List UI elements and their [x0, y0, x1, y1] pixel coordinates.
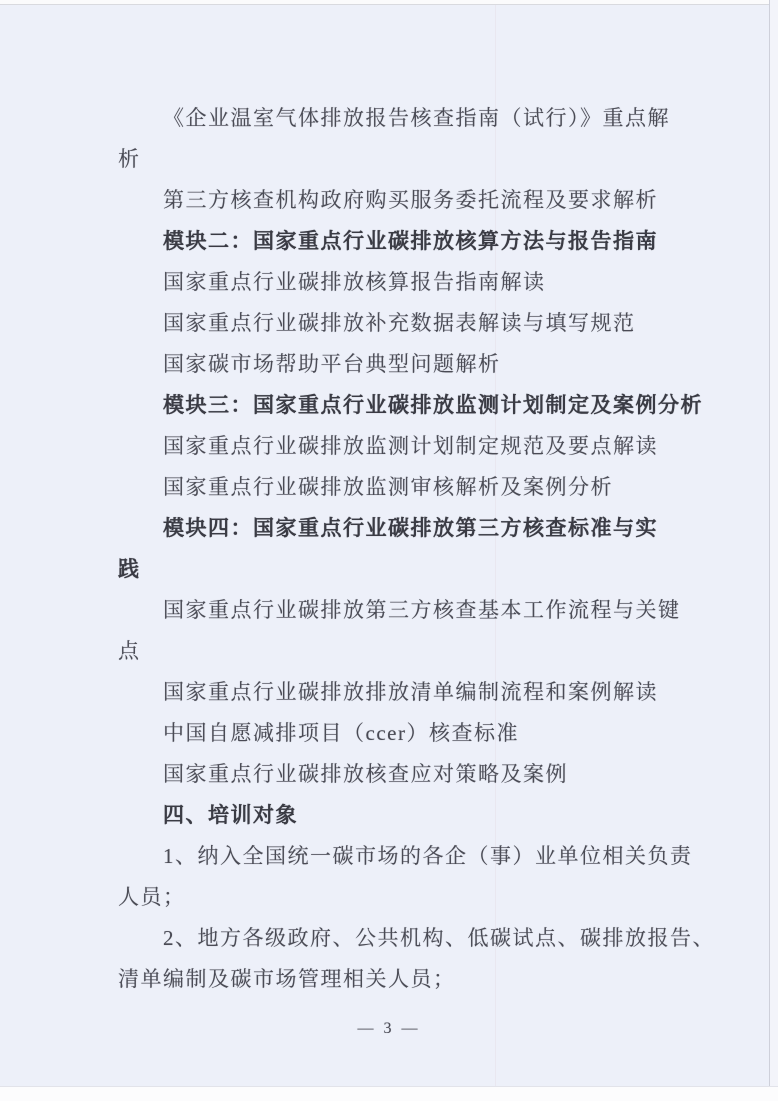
text-line: 国家重点行业碳排放核查应对策略及案例: [163, 762, 568, 786]
heading-line: 模块四：国家重点行业碳排放第三方核查标准与实: [163, 516, 658, 540]
text-line: 析: [118, 147, 141, 171]
text-line: 国家重点行业碳排放核算报告指南解读: [163, 270, 546, 294]
heading-line: 践: [118, 557, 141, 581]
text-line: 清单编制及碳市场管理相关人员；: [118, 967, 456, 991]
scan-edge-right: [769, 0, 778, 1100]
text-line: 中国自愿减排项目（ccer）核查标准: [163, 721, 519, 745]
text-line: 国家重点行业碳排放第三方核查基本工作流程与关键: [163, 598, 681, 622]
text-line: 2、地方各级政府、公共机构、低碳试点、碳排放报告、: [163, 926, 715, 950]
document-body: [118, 98, 715, 1000]
text-line: 第三方核查机构政府购买服务委托流程及要求解析: [163, 188, 658, 212]
scan-edge-bottom: [0, 1086, 778, 1101]
text-line: 国家碳市场帮助平台典型问题解析: [163, 352, 501, 376]
text-line: 《企业温室气体排放报告核查指南（试行）》重点解: [163, 106, 670, 130]
text-line: 人员；: [118, 885, 186, 909]
page-number: — 3 —: [357, 1020, 421, 1037]
text-line: 国家重点行业碳排放监测计划制定规范及要点解读: [163, 434, 658, 458]
text-line: 国家重点行业碳排放监测审核解析及案例分析: [163, 475, 613, 499]
text-line: 国家重点行业碳排放补充数据表解读与填写规范: [163, 311, 636, 335]
text-line: 点: [118, 639, 141, 663]
text-line: 国家重点行业碳排放排放清单编制流程和案例解读: [163, 680, 658, 704]
heading-line: 模块三：国家重点行业碳排放监测计划制定及案例分析: [163, 393, 703, 417]
text-line: 1、纳入全国统一碳市场的各企（事）业单位相关负责: [163, 844, 693, 868]
scan-edge-top: [0, 0, 778, 5]
heading-line: 四、培训对象: [163, 803, 298, 827]
heading-line: 模块二：国家重点行业碳排放核算方法与报告指南: [163, 229, 658, 253]
